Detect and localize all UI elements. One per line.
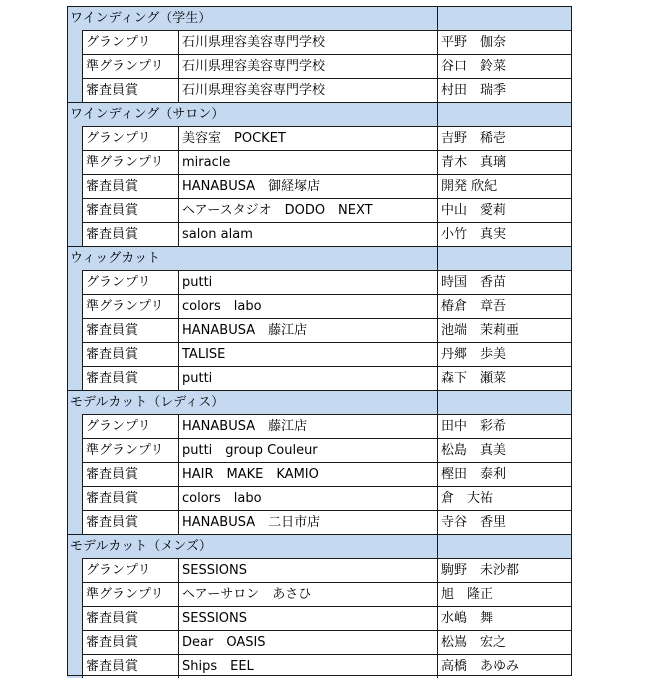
salon-cell: SESSIONS (179, 558, 438, 582)
table-row (67, 150, 572, 174)
winner-name-cell: 開発 欣紀 (438, 174, 572, 198)
category-blank-cell (438, 7, 572, 30)
salon-cell: colors labo (179, 486, 438, 510)
salon-cell: HAIR MAKE KAMIO (179, 462, 438, 486)
award-cell: 審査員賞 (83, 342, 179, 366)
table-row (67, 438, 572, 462)
row-indent (67, 222, 83, 246)
row-indent (67, 366, 83, 390)
salon-cell: HANABUSA 藤江店 (179, 414, 438, 438)
winner-name-cell: 谷口 鈴菜 (438, 54, 572, 78)
award-cell: 審査員賞 (83, 366, 179, 390)
award-cell: 審査員賞 (83, 510, 179, 534)
award-cell: グランプリ (83, 414, 179, 438)
award-cell: 審査員賞 (83, 78, 179, 102)
award-cell: グランプリ (83, 270, 179, 294)
salon-cell: 石川県理容美容専門学校 (179, 30, 438, 54)
category-title: ウィッグカット (67, 247, 438, 270)
row-indent (67, 438, 83, 462)
table-row (67, 414, 572, 438)
award-cell: 準グランプリ (83, 438, 179, 462)
table-row (67, 366, 572, 390)
table-row (67, 510, 572, 534)
table-row (67, 606, 572, 630)
award-cell: 準グランプリ (83, 582, 179, 606)
row-indent (67, 294, 83, 318)
salon-cell: 石川県理容美容専門学校 (179, 54, 438, 78)
award-cell: 審査員賞 (83, 606, 179, 630)
salon-cell: putti group Couleur (179, 438, 438, 462)
row-indent (67, 270, 83, 294)
table-row (67, 174, 572, 198)
category-blank-cell (438, 535, 572, 558)
award-cell: 準グランプリ (83, 294, 179, 318)
row-indent (67, 342, 83, 366)
winner-name-cell: 森下 瀬菜 (438, 366, 572, 390)
award-cell: 準グランプリ (83, 54, 179, 78)
row-indent (67, 198, 83, 222)
winner-name-cell: 池端 茉莉亜 (438, 318, 572, 342)
award-cell: グランプリ (83, 126, 179, 150)
winner-name-cell: 村田 瑞季 (438, 78, 572, 102)
table-row (67, 198, 572, 222)
row-indent (67, 318, 83, 342)
table-row (67, 294, 572, 318)
category-blank-cell (438, 247, 572, 270)
salon-cell: colors labo (179, 294, 438, 318)
table-row (67, 558, 572, 582)
award-cell: 準グランプリ (83, 150, 179, 174)
award-cell: グランプリ (83, 30, 179, 54)
table-row (67, 222, 572, 246)
award-cell: 審査員賞 (83, 654, 179, 678)
row-indent (67, 606, 83, 630)
row-indent (67, 582, 83, 606)
salon-cell: miracle (179, 150, 438, 174)
category-title: ワインディング（学生） (67, 7, 438, 30)
winner-name-cell: 倉 大祐 (438, 486, 572, 510)
award-cell: グランプリ (83, 558, 179, 582)
row-indent (67, 54, 83, 78)
winner-name-cell: 高橋 あゆみ (438, 654, 572, 678)
table-row (67, 30, 572, 54)
category-header-row (67, 102, 572, 126)
category-blank-cell (438, 391, 572, 414)
award-cell: 審査員賞 (83, 462, 179, 486)
row-indent (67, 126, 83, 150)
award-cell: 審査員賞 (83, 318, 179, 342)
winner-name-cell: 駒野 未沙都 (438, 558, 572, 582)
salon-cell: Ships EEL (179, 654, 438, 678)
salon-cell: putti (179, 366, 438, 390)
category-header-row (67, 246, 572, 270)
row-indent (67, 630, 83, 654)
award-cell: 審査員賞 (83, 198, 179, 222)
row-indent (67, 30, 83, 54)
results-table (67, 6, 572, 678)
winner-name-cell: 中山 愛莉 (438, 198, 572, 222)
category-header-row (67, 390, 572, 414)
row-indent (67, 654, 83, 678)
salon-cell: 石川県理容美容専門学校 (179, 78, 438, 102)
salon-cell: putti (179, 270, 438, 294)
award-cell: 審査員賞 (83, 630, 179, 654)
table-row (67, 318, 572, 342)
salon-cell: HANABUSA 二日市店 (179, 510, 438, 534)
row-indent (67, 462, 83, 486)
row-indent (67, 414, 83, 438)
table-row (67, 270, 572, 294)
salon-cell: HANABUSA 御経塚店 (179, 174, 438, 198)
salon-cell: HANABUSA 藤江店 (179, 318, 438, 342)
winner-name-cell: 樫田 泰利 (438, 462, 572, 486)
table-row (67, 78, 572, 102)
winner-name-cell: 平野 伽奈 (438, 30, 572, 54)
salon-cell: TALISE (179, 342, 438, 366)
table-row (67, 630, 572, 654)
row-indent (67, 486, 83, 510)
table-row (67, 54, 572, 78)
row-indent (67, 510, 83, 534)
winner-name-cell: 松嶌 宏之 (438, 630, 572, 654)
category-title: ワインディング（サロン） (67, 103, 438, 126)
winner-name-cell: 吉野 稀壱 (438, 126, 572, 150)
award-cell: 審査員賞 (83, 174, 179, 198)
table-row (67, 462, 572, 486)
salon-cell: SESSIONS (179, 606, 438, 630)
category-header-row (67, 534, 572, 558)
row-indent (67, 150, 83, 174)
salon-cell: ヘアースタジオ DODO NEXT (179, 198, 438, 222)
winner-name-cell: 小竹 真実 (438, 222, 572, 246)
category-blank-cell (438, 103, 572, 126)
winner-name-cell: 丹郷 歩美 (438, 342, 572, 366)
table-row (67, 654, 572, 678)
table-row (67, 582, 572, 606)
winner-name-cell: 椿倉 章吾 (438, 294, 572, 318)
salon-cell: salon alam (179, 222, 438, 246)
table-row (67, 486, 572, 510)
table-row (67, 126, 572, 150)
winner-name-cell: 松島 真美 (438, 438, 572, 462)
winner-name-cell: 水嶋 舞 (438, 606, 572, 630)
row-indent (67, 558, 83, 582)
salon-cell: Dear OASIS (179, 630, 438, 654)
category-header-row (67, 6, 572, 30)
award-cell: 審査員賞 (83, 222, 179, 246)
winner-name-cell: 寺谷 香里 (438, 510, 572, 534)
category-title: モデルカット（レディス） (67, 391, 438, 414)
row-indent (67, 174, 83, 198)
category-title: モデルカット（メンズ） (67, 535, 438, 558)
winner-name-cell: 田中 彩希 (438, 414, 572, 438)
salon-cell: ヘアーサロン あさひ (179, 582, 438, 606)
award-cell: 審査員賞 (83, 486, 179, 510)
salon-cell: 美容室 POCKET (179, 126, 438, 150)
winner-name-cell: 旭 隆正 (438, 582, 572, 606)
table-row (67, 342, 572, 366)
row-indent (67, 78, 83, 102)
winner-name-cell: 時国 香苗 (438, 270, 572, 294)
winner-name-cell: 青木 真璃 (438, 150, 572, 174)
